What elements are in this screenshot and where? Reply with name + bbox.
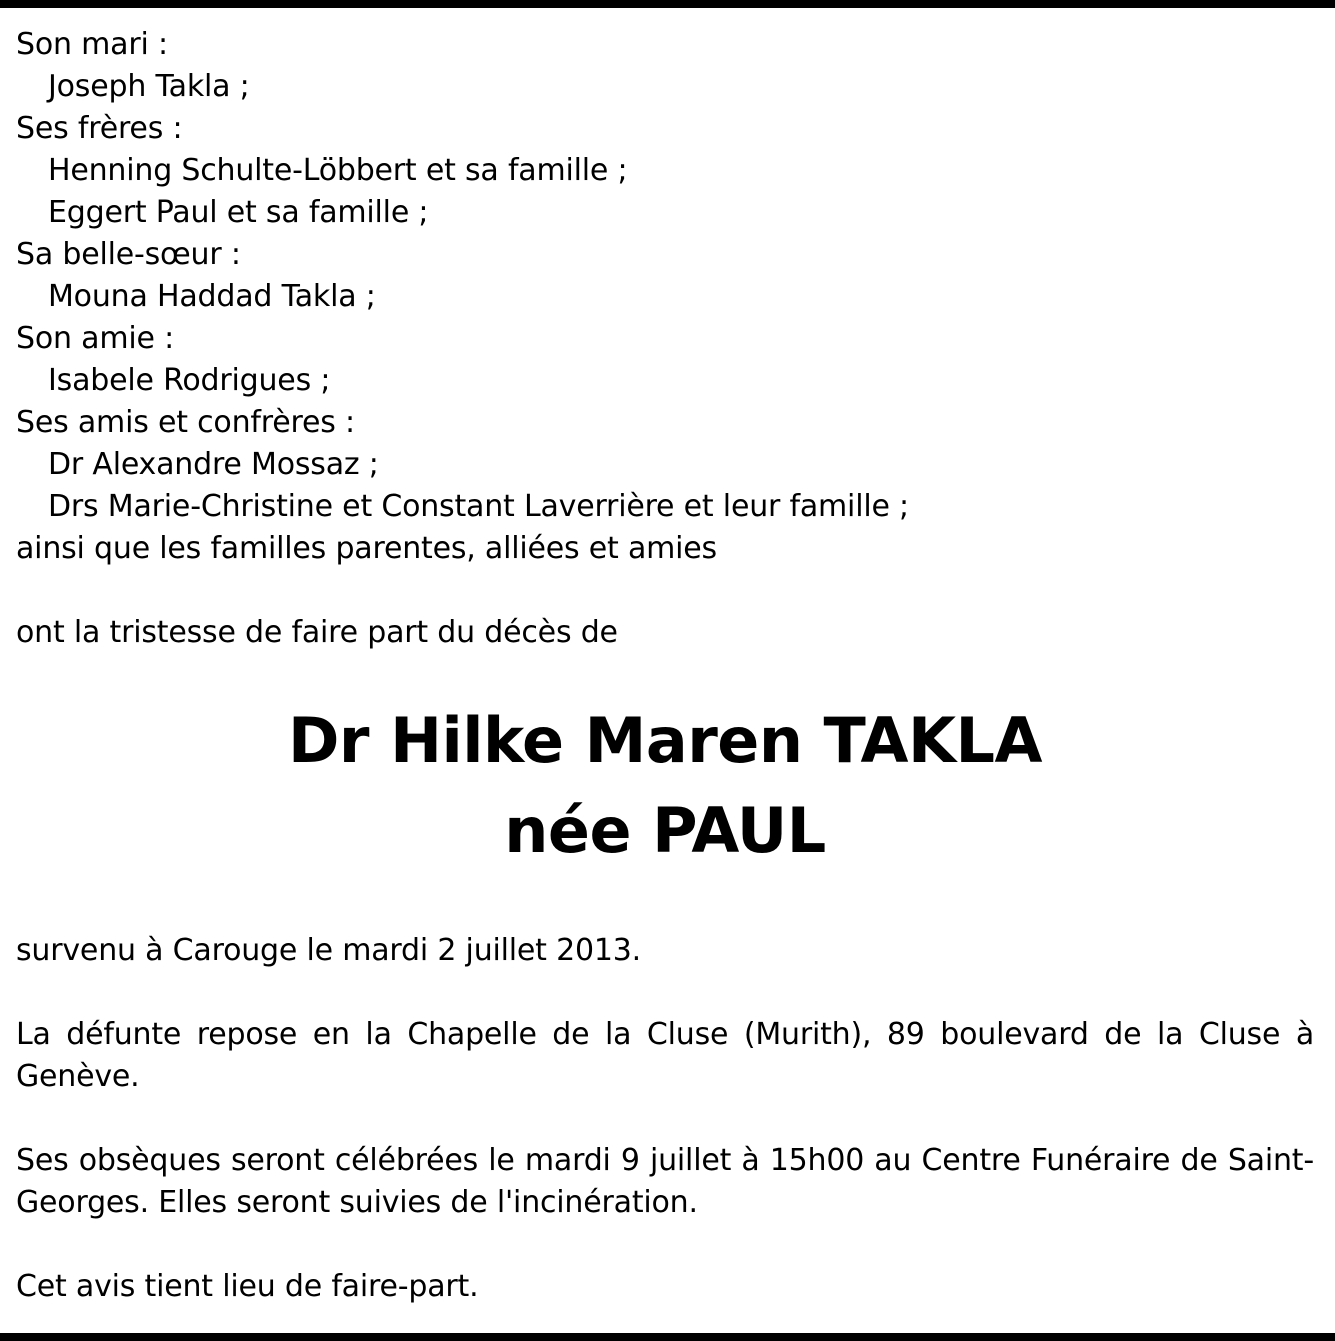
member-sister-in-law: Mouna Haddad Takla ; — [48, 279, 376, 314]
deceased-name: Dr Hilke Maren TAKLA — [287, 704, 1043, 777]
member-brother-1: Henning Schulte-Löbbert et sa famille ; — [48, 153, 628, 188]
role-colleagues: Ses amis et confrères : — [16, 405, 355, 440]
member-friend: Isabele Rodrigues ; — [48, 363, 331, 398]
death-paragraph: survenu à Carouge le mardi 2 juillet 2013. — [16, 933, 641, 968]
member-husband: Joseph Takla ; — [48, 69, 250, 104]
announcement-line: ont la tristesse de faire part du décès de — [16, 615, 618, 650]
deceased-maiden-name: née PAUL — [504, 794, 826, 867]
role-sister-in-law: Sa belle-sœur : — [16, 237, 241, 272]
death-notice — [16, 24, 1314, 1308]
member-colleague-2: Drs Marie-Christine et Constant Laverrière et leur famille ; — [48, 489, 909, 524]
rest-paragraph: La défunte repose en la Chapelle de la Cluse (Murith), 89 boulevard de la Cluse à Genève. — [16, 1017, 1314, 1094]
member-brother-2: Eggert Paul et sa famille ; — [48, 195, 429, 230]
notice-paragraph: Cet avis tient lieu de faire-part. — [16, 1269, 479, 1304]
top-border — [0, 0, 1335, 8]
family-list — [16, 24, 1314, 570]
member-colleague-1: Dr Alexandre Mossaz ; — [48, 447, 379, 482]
role-brothers: Ses frères : — [16, 111, 183, 146]
funeral-paragraph: Ses obsèques seront célébrées le mardi 9 juillet à 15h00 au Centre Funéraire de Saint-Georges. Elles seront suivies de l'incinération. — [16, 1143, 1314, 1220]
deceased-name-block — [16, 696, 1314, 876]
bottom-border — [0, 1333, 1335, 1341]
closing-line: ainsi que les familles parentes, alliées et amies — [16, 531, 717, 566]
role-husband: Son mari : — [16, 27, 168, 62]
role-friend: Son amie : — [16, 321, 174, 356]
